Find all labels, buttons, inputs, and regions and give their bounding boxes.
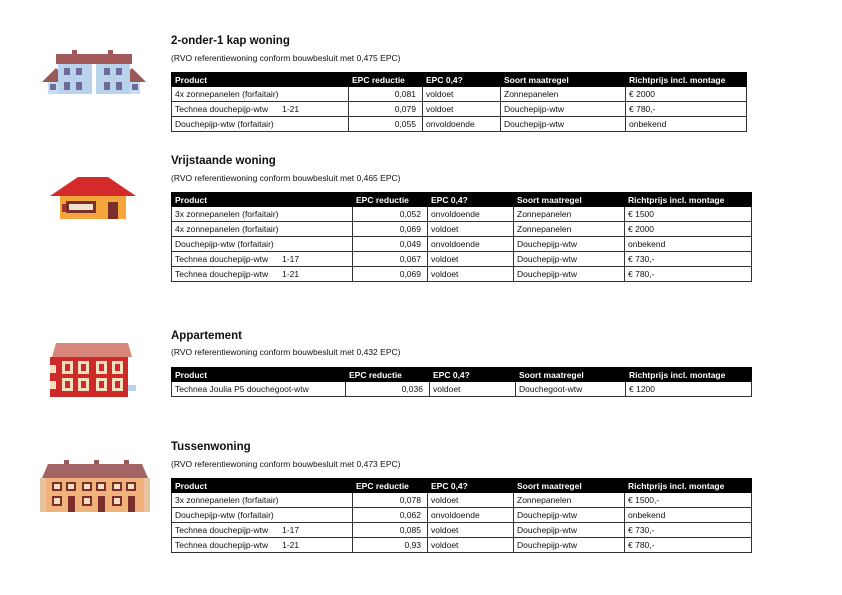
section-title: Vrijstaande woning	[171, 155, 276, 167]
cell-reductie: 0,069	[353, 222, 428, 237]
cell-reductie: 0,049	[353, 237, 428, 252]
cell-soort: Douchepijp-wtw	[514, 508, 625, 523]
header-product: Product	[172, 73, 349, 87]
header-product: Product	[172, 368, 346, 382]
cell-product: 4x zonnepanelen (forfaitair)	[172, 87, 349, 102]
header-epc-reductie: EPC reductie	[346, 368, 430, 382]
cell-product: Douchepijp-wtw (forfaitair)	[172, 508, 353, 523]
cell-product: Technea douchepijp-wtw 1-21	[172, 267, 353, 282]
cell-product: Douchepijp-wtw (forfaitair)	[172, 237, 353, 252]
table-row	[172, 102, 747, 117]
cell-epc: voldoet	[428, 267, 514, 282]
cell-epc: voldoet	[428, 523, 514, 538]
epc-table	[171, 478, 752, 553]
epc-table	[171, 192, 752, 282]
cell-product: Technea Joulia P5 douchegoot-wtw	[172, 382, 346, 397]
table-row	[172, 538, 752, 553]
section-title: 2-onder-1 kap woning	[171, 35, 290, 47]
cell-product: Technea douchepijp-wtw 1-17	[172, 523, 353, 538]
cell-product: 3x zonnepanelen (forfaitair)	[172, 207, 353, 222]
table-row	[172, 87, 747, 102]
cell-reductie: 0,055	[349, 117, 423, 132]
table-header-row	[172, 479, 752, 493]
cell-prijs: € 780,-	[625, 267, 752, 282]
section-subtitle: (RVO referentiewoning conform bouwbesluit met 0,465 EPC)	[171, 173, 401, 183]
table-header-row	[172, 73, 747, 87]
cell-soort: Zonnepanelen	[514, 493, 625, 508]
header-epc-04: EPC 0,4?	[428, 193, 514, 207]
header-richtprijs: Richtprijs incl. montage	[626, 368, 752, 382]
cell-reductie: 0,078	[353, 493, 428, 508]
cell-reductie: 0,081	[349, 87, 423, 102]
header-product: Product	[172, 193, 353, 207]
cell-reductie: 0,067	[353, 252, 428, 267]
cell-prijs: € 1500,-	[625, 493, 752, 508]
table-row	[172, 117, 747, 132]
cell-product: Technea douchepijp-wtw 1-21	[172, 102, 349, 117]
cell-epc: voldoet	[423, 102, 501, 117]
cell-prijs: € 780,-	[626, 102, 747, 117]
section-title: Tussenwoning	[171, 441, 251, 453]
table-row	[172, 523, 752, 538]
table-row	[172, 222, 752, 237]
section-subtitle: (RVO referentiewoning conform bouwbesluit met 0,473 EPC)	[171, 459, 401, 469]
table-row	[172, 382, 752, 397]
cell-reductie: 0,036	[346, 382, 430, 397]
cell-reductie: 0,93	[353, 538, 428, 553]
header-epc-reductie: EPC reductie	[349, 73, 423, 87]
header-epc-04: EPC 0,4?	[430, 368, 516, 382]
header-product: Product	[172, 479, 353, 493]
table-row	[172, 493, 752, 508]
cell-epc: voldoet	[428, 222, 514, 237]
header-epc-04: EPC 0,4?	[423, 73, 501, 87]
cell-reductie: 0,069	[353, 267, 428, 282]
cell-epc: onvoldoende	[428, 207, 514, 222]
apartment-building-icon	[48, 341, 136, 397]
cell-epc: onvoldoende	[423, 117, 501, 132]
header-soort-maatregel: Soort maatregel	[514, 479, 625, 493]
cell-product: 3x zonnepanelen (forfaitair)	[172, 493, 353, 508]
cell-soort: Douchepijp-wtw	[501, 117, 626, 132]
section-subtitle: (RVO referentiewoning conform bouwbesluit met 0,432 EPC)	[171, 347, 401, 357]
cell-soort: Douchepijp-wtw	[514, 523, 625, 538]
cell-product: Technea douchepijp-wtw 1-21	[172, 538, 353, 553]
table-row	[172, 252, 752, 267]
cell-epc: onvoldoende	[428, 237, 514, 252]
epc-table	[171, 367, 752, 397]
cell-soort: Douchepijp-wtw	[501, 102, 626, 117]
cell-prijs: € 780,-	[625, 538, 752, 553]
cell-reductie: 0,079	[349, 102, 423, 117]
cell-product: 4x zonnepanelen (forfaitair)	[172, 222, 353, 237]
cell-epc: onvoldoende	[428, 508, 514, 523]
cell-soort: Douchepijp-wtw	[514, 237, 625, 252]
cell-reductie: 0,052	[353, 207, 428, 222]
cell-prijs: onbekend	[625, 508, 752, 523]
cell-epc: voldoet	[428, 252, 514, 267]
cell-epc: voldoet	[423, 87, 501, 102]
detached-house-icon	[50, 176, 136, 220]
section-title: Appartement	[171, 330, 242, 342]
header-soort-maatregel: Soort maatregel	[514, 193, 625, 207]
cell-soort: Douchegoot-wtw	[516, 382, 626, 397]
cell-product: Technea douchepijp-wtw 1-17	[172, 252, 353, 267]
terraced-houses-icon	[40, 460, 150, 512]
table-header-row	[172, 368, 752, 382]
cell-reductie: 0,085	[353, 523, 428, 538]
cell-soort: Douchepijp-wtw	[514, 252, 625, 267]
table-row	[172, 267, 752, 282]
cell-epc: voldoet	[428, 538, 514, 553]
cell-soort: Zonnepanelen	[501, 87, 626, 102]
header-epc-04: EPC 0,4?	[428, 479, 514, 493]
semi-detached-house-icon	[42, 50, 146, 96]
header-richtprijs: Richtprijs incl. montage	[625, 193, 752, 207]
cell-epc: voldoet	[430, 382, 516, 397]
cell-prijs: onbekend	[626, 117, 747, 132]
cell-prijs: € 2000	[626, 87, 747, 102]
table-row	[172, 207, 752, 222]
header-richtprijs: Richtprijs incl. montage	[625, 479, 752, 493]
epc-table	[171, 72, 747, 132]
header-epc-reductie: EPC reductie	[353, 479, 428, 493]
cell-prijs: onbekend	[625, 237, 752, 252]
table-row	[172, 237, 752, 252]
cell-soort: Douchepijp-wtw	[514, 538, 625, 553]
cell-prijs: € 730,-	[625, 523, 752, 538]
cell-epc: voldoet	[428, 493, 514, 508]
section-subtitle: (RVO referentiewoning conform bouwbesluit met 0,475 EPC)	[171, 53, 401, 63]
cell-soort: Zonnepanelen	[514, 222, 625, 237]
cell-reductie: 0,062	[353, 508, 428, 523]
header-richtprijs: Richtprijs incl. montage	[626, 73, 747, 87]
cell-prijs: € 1500	[625, 207, 752, 222]
cell-soort: Zonnepanelen	[514, 207, 625, 222]
cell-prijs: € 2000	[625, 222, 752, 237]
table-row	[172, 508, 752, 523]
cell-soort: Douchepijp-wtw	[514, 267, 625, 282]
header-soort-maatregel: Soort maatregel	[516, 368, 626, 382]
header-soort-maatregel: Soort maatregel	[501, 73, 626, 87]
cell-prijs: € 730,-	[625, 252, 752, 267]
header-epc-reductie: EPC reductie	[353, 193, 428, 207]
cell-product: Douchepijp-wtw (forfaitair)	[172, 117, 349, 132]
cell-prijs: € 1200	[626, 382, 752, 397]
table-header-row	[172, 193, 752, 207]
